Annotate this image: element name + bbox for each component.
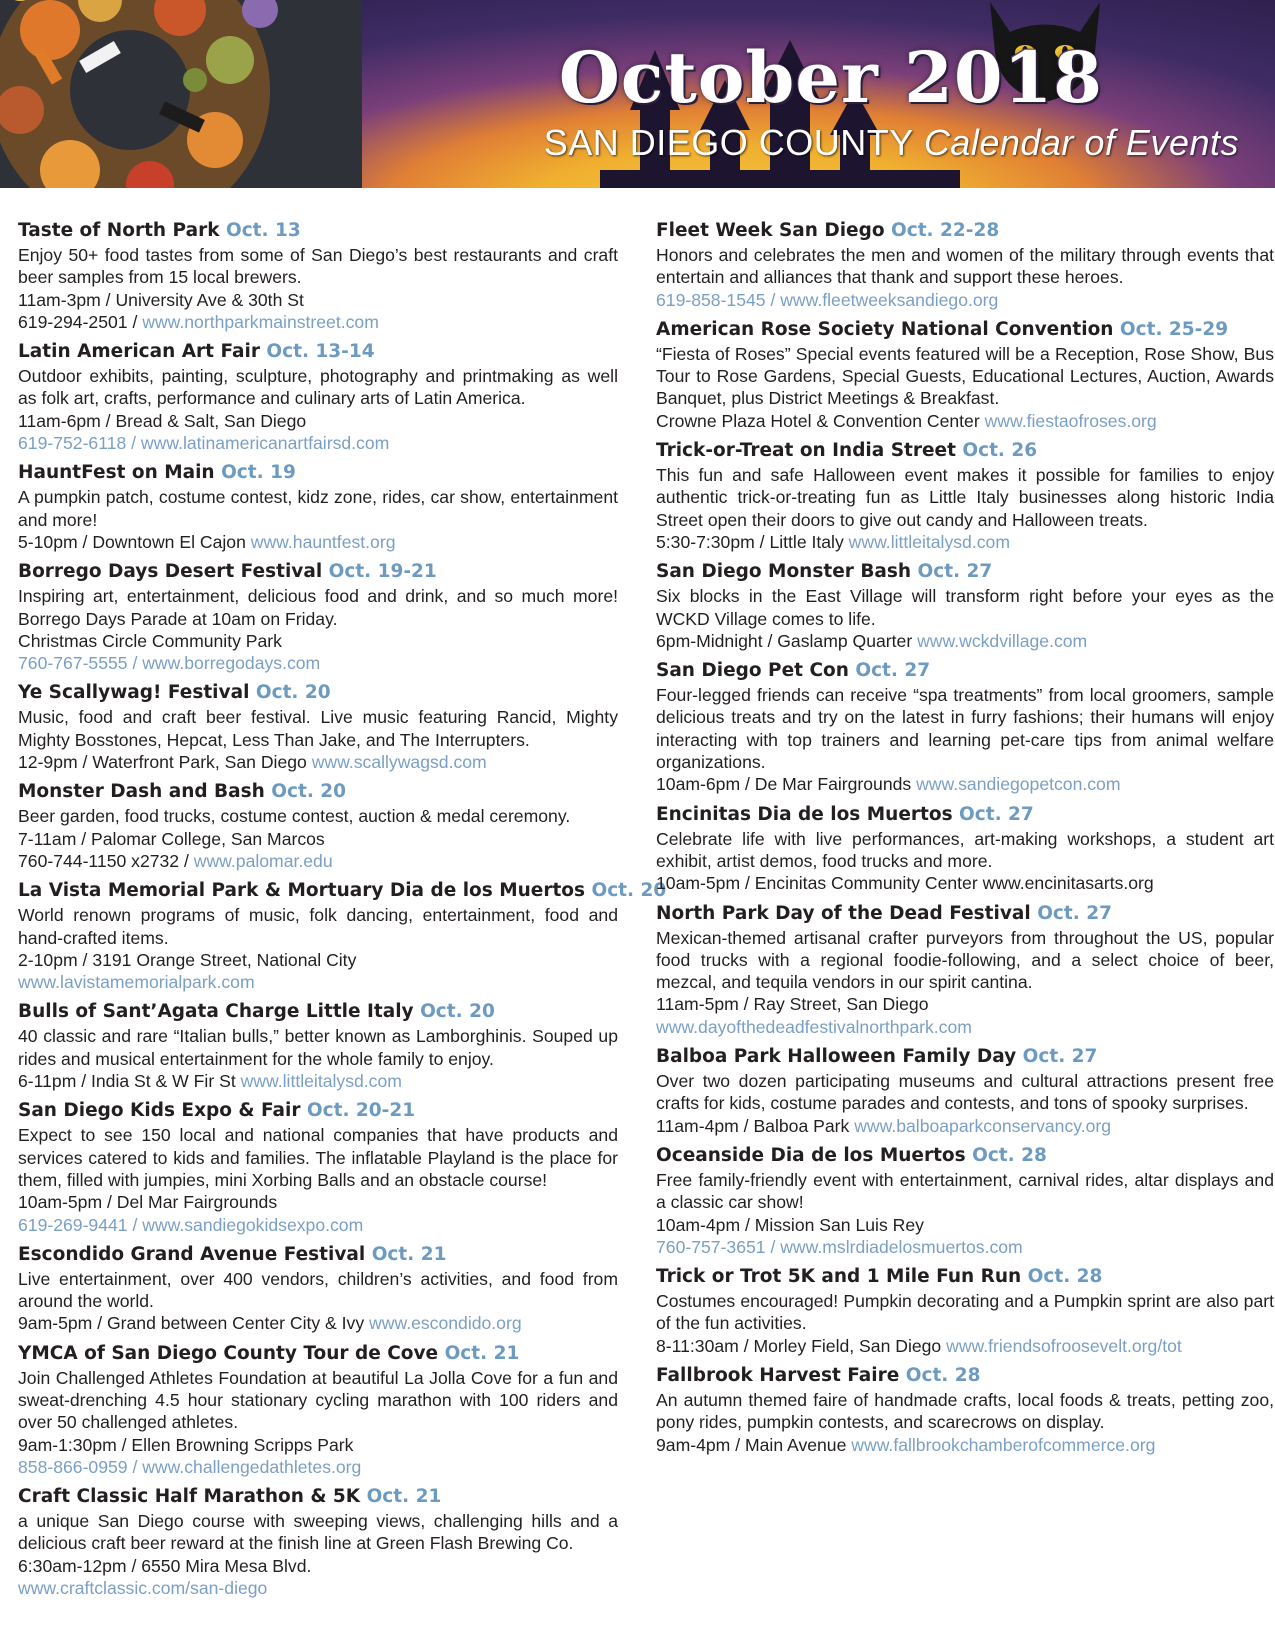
- event-heading: [18, 999, 618, 1025]
- event-heading: [656, 901, 1274, 927]
- event-details-line: [18, 289, 618, 311]
- event-date: Oct. 25-29: [1119, 318, 1229, 340]
- event-time-location: 5:30-7:30pm / Little Italy: [656, 531, 849, 552]
- event-details-line: [18, 1191, 618, 1213]
- event-details-line: [18, 1555, 618, 1577]
- event-description: 40 classic and rare “Italian bulls,” better known as Lamborghinis. Souped up rides and musical entertainment for the whole family to enjoy.: [18, 1026, 618, 1069]
- event-heading: [656, 559, 1274, 585]
- event-description: Honors and celebrates the men and women of the military through events that entertain and alliances that thank and support these heroes.: [656, 245, 1274, 288]
- event-details-line: [18, 751, 618, 773]
- event-details-line: [18, 1434, 618, 1456]
- event-date: Oct. 21: [444, 1342, 520, 1364]
- event-details-line: [656, 630, 1274, 652]
- event-time-location: 5-10pm / Downtown El Cajon: [18, 531, 251, 552]
- event-details-line: [18, 652, 618, 674]
- event-name: Ye Scallywag! Festival: [18, 682, 250, 704]
- event-heading: [656, 1044, 1274, 1070]
- event-details-line: [18, 1456, 618, 1478]
- event-heading: [656, 658, 1274, 684]
- event-contact-link[interactable]: 619-858-1545 / www.fleetweeksandiego.org: [656, 289, 999, 310]
- event-name: American Rose Society National Convention: [656, 318, 1114, 340]
- event-details-line: [656, 1335, 1274, 1357]
- event-heading: [18, 339, 618, 365]
- event-date: Oct. 20: [271, 781, 347, 803]
- event-heading: [18, 1242, 618, 1268]
- event-time-location: 6-11pm / India St & W Fir St: [18, 1071, 241, 1092]
- event-item: [656, 559, 1274, 652]
- event-time-location: 10am-6pm / De Mar Fairgrounds: [656, 774, 917, 795]
- event-date: Oct. 19: [221, 462, 296, 484]
- event-time-location: 2-10pm / 3191 Orange Street, National City: [18, 949, 357, 970]
- event-item: [18, 1098, 618, 1235]
- event-time-location: 11am-4pm / Balboa Park: [656, 1115, 855, 1136]
- event-description: World renown programs of music, folk dancing, entertainment, food and hand-crafted items.: [18, 905, 618, 948]
- event-date: Oct. 20: [591, 880, 667, 902]
- event-name: North Park Day of the Dead Festival: [656, 902, 1031, 924]
- event-description: Outdoor exhibits, painting, sculpture, photography and printmaking as well as folk art, crafts, performance and culinary arts of Latin America.: [18, 366, 618, 409]
- event-details-line: [18, 432, 618, 454]
- event-heading: [656, 1363, 1274, 1389]
- event-details-line: [656, 289, 1274, 311]
- event-contact-link[interactable]: 760-767-5555 / www.borregodays.com: [18, 653, 321, 674]
- event-contact-link[interactable]: 760-757-3651 / www.mslrdiadelosmuertos.com: [656, 1236, 1023, 1257]
- event-heading: [656, 218, 1274, 244]
- event-time-location: 9am-1:30pm / Ellen Browning Scripps Park: [18, 1434, 354, 1455]
- event-item: [656, 658, 1274, 795]
- event-heading: [18, 680, 618, 706]
- event-time-location: 11am-3pm / University Ave & 30th St: [18, 289, 304, 310]
- event-contact-link[interactable]: www.wckdvillage.com: [917, 630, 1088, 651]
- event-time-location: 12-9pm / Waterfront Park, San Diego: [18, 752, 312, 773]
- event-details-line: [18, 410, 618, 432]
- event-contact-link[interactable]: www.littleitalysd.com: [848, 531, 1010, 552]
- right-event-column: [656, 218, 1274, 1462]
- subtitle-calendar: Calendar of Events: [923, 122, 1239, 163]
- event-date: Oct. 20: [420, 1001, 495, 1023]
- event-time-location: Crowne Plaza Hotel & Convention Center: [656, 410, 985, 431]
- event-item: [656, 438, 1274, 553]
- event-item: [18, 460, 618, 553]
- event-item: [656, 1044, 1274, 1137]
- event-time-location: 760-744-1150 x2732 /: [18, 850, 194, 871]
- event-details-line: [656, 1016, 1274, 1038]
- event-item: [656, 1264, 1274, 1357]
- event-details-line: [18, 828, 618, 850]
- left-event-column: [18, 218, 667, 1605]
- event-time-location: 6:30am-12pm / 6550 Mira Mesa Blvd.: [18, 1555, 312, 1576]
- event-contact-link[interactable]: www.lavistamemorialpark.com: [18, 972, 255, 993]
- event-details-line: [18, 949, 618, 971]
- event-date: Oct. 28: [1027, 1266, 1103, 1288]
- subtitle-county: SAN DIEGO COUNTY: [543, 122, 914, 163]
- event-item: [656, 802, 1274, 895]
- event-item: [18, 878, 667, 993]
- event-item: [18, 680, 618, 773]
- event-time-location: 10am-5pm / Encinitas Community Center www.encinitasarts.org: [656, 873, 1154, 894]
- event-name: Encinitas Dia de los Muertos: [656, 803, 953, 825]
- event-name: La Vista Memorial Park & Mortuary Dia de los Muertos: [18, 880, 586, 902]
- event-description: a unique San Diego course with sweeping views, challenging hills and a delicious craft beer reward at the finish line at Green Flash Brewing Co.: [18, 1511, 618, 1554]
- event-name: Fallbrook Harvest Faire: [656, 1364, 900, 1386]
- event-time-location: Christmas Circle Community Park: [18, 630, 282, 651]
- event-details-line: [656, 1434, 1274, 1456]
- event-details-line: [18, 1312, 618, 1334]
- event-contact-link[interactable]: 619-752-6118 / www.latinamericanartfairsd.com: [18, 433, 390, 454]
- event-description: Over two dozen participating museums and cultural attractions present free crafts for kids, costume parades and contests, and tons of spooky surprises.: [656, 1071, 1274, 1114]
- event-description: A pumpkin patch, costume contest, kidz zone, rides, car show, entertainment and more!: [18, 487, 618, 530]
- event-name: Taste of North Park: [18, 220, 220, 241]
- event-description: “Fiesta of Roses” Special events featured will be a Reception, Rose Show, Bus Tour to Rose Gardens, Special Guests, Educational Lectures, Auction, Awards Banquet, plus District Meetings & Breakfast.: [656, 343, 1274, 409]
- event-name: Balboa Park Halloween Family Day: [656, 1046, 1017, 1068]
- event-item: [656, 317, 1274, 432]
- event-item: [18, 1484, 618, 1599]
- event-details-line: [18, 850, 618, 872]
- event-details-line: [656, 1115, 1274, 1137]
- event-item: [18, 218, 618, 333]
- event-description: Costumes encouraged! Pumpkin decorating and a Pumpkin sprint are also part of the fun activities.: [656, 1291, 1274, 1334]
- event-date: Oct. 28: [972, 1144, 1047, 1166]
- event-name: Craft Classic Half Marathon & 5K: [18, 1486, 361, 1508]
- event-item: [656, 1363, 1274, 1456]
- event-contact-link[interactable]: www.littleitalysd.com: [240, 1071, 402, 1092]
- event-description: Live entertainment, over 400 vendors, children’s activities, and food from around the world.: [18, 1268, 618, 1312]
- event-description: This fun and safe Halloween event makes it possible for families to enjoy authentic trick-or-treating fun as Little Italy businesses along historic India Street open their doors to give out candy and Halloween treats.: [656, 465, 1274, 530]
- event-date: Oct. 27: [917, 561, 993, 583]
- event-date: Oct. 28: [905, 1364, 981, 1386]
- event-description: Free family-friendly event with entertainment, carnival rides, altar displays and a classic car show!: [656, 1169, 1274, 1213]
- event-name: Escondido Grand Avenue Festival: [18, 1243, 366, 1265]
- event-name: Trick or Trot 5K and 1 Mile Fun Run: [656, 1266, 1022, 1288]
- event-name: San Diego Kids Expo & Fair: [18, 1100, 301, 1122]
- event-description: Music, food and craft beer festival. Live music featuring Rancid, Mighty Mighty Bosstones, Hepcat, Less Than Jake, and The Interrupters.: [18, 707, 618, 750]
- event-date: Oct. 22-28: [891, 220, 1000, 241]
- event-time-location: 8-11:30am / Morley Field, San Diego: [656, 1335, 947, 1356]
- event-contact-link[interactable]: www.dayofthedeadfestivalnorthpark.com: [656, 1016, 972, 1037]
- event-contact-link[interactable]: 858-866-0959 / www.challengedathletes.org: [18, 1456, 362, 1477]
- event-heading: [18, 460, 618, 486]
- event-name: YMCA of San Diego County Tour de Cove: [18, 1342, 439, 1364]
- event-date: Oct. 13-14: [266, 341, 375, 363]
- event-details-line: [18, 1070, 618, 1092]
- page-subtitle: [544, 122, 1239, 164]
- event-description: Beer garden, food trucks, costume contest, auction & medal ceremony.: [18, 806, 571, 827]
- event-name: Monster Dash and Bash: [18, 781, 265, 803]
- event-details-line: [656, 773, 1274, 795]
- event-contact-link[interactable]: www.scallywagsd.com: [311, 752, 487, 773]
- event-date: Oct. 20-21: [306, 1100, 416, 1122]
- event-description: Six blocks in the East Village will transform right before your eyes as the WCKD Village comes to life.: [656, 586, 1274, 629]
- event-date: Oct. 13: [225, 220, 301, 241]
- event-date: Oct. 27: [1037, 902, 1112, 924]
- event-heading: [18, 878, 667, 904]
- event-date: Oct. 21: [366, 1486, 442, 1508]
- event-description: Mexican-themed artisanal crafter purveyors from throughout the US, popular food trucks with a regional foodie-following, and a select choice of beer, mezcal, and tequila vendors in our spirit cantina.: [656, 927, 1274, 993]
- event-details-line: [656, 410, 1274, 432]
- event-details-line: [18, 971, 618, 993]
- event-name: Bulls of Sant’Agata Charge Little Italy: [18, 1001, 414, 1023]
- event-description: Enjoy 50+ food tastes from some of San Diego’s best restaurants and craft beer samples from 15 local brewers.: [18, 245, 618, 288]
- event-name: San Diego Monster Bash: [656, 561, 912, 583]
- event-details-line: [18, 1577, 618, 1599]
- event-details-line: [18, 531, 618, 553]
- event-time-location: 619-294-2501 /: [18, 311, 143, 332]
- event-date: Oct. 19-21: [328, 561, 437, 583]
- event-date: Oct. 21: [371, 1243, 447, 1265]
- event-heading: [18, 779, 618, 805]
- event-heading: [656, 438, 1274, 464]
- event-details-line: [18, 311, 618, 333]
- event-heading: [18, 1098, 618, 1124]
- event-heading: [18, 1341, 618, 1367]
- event-heading: [18, 559, 618, 585]
- event-time-location: 11am-6pm / Bread & Salt, San Diego: [18, 410, 307, 431]
- event-heading: [18, 218, 618, 244]
- event-name: San Diego Pet Con: [656, 660, 849, 682]
- event-details-line: [18, 1214, 618, 1236]
- event-heading: [656, 1264, 1274, 1290]
- event-contact-link[interactable]: www.sandiegopetcon.com: [916, 774, 1121, 795]
- event-date: Oct. 20: [255, 682, 331, 704]
- event-description: Expect to see 150 local and national companies that have products and services catered to kids and families. The inflatable Playland is the place for them, filled with jumpies, mini Xorbing Balls and an obstacle course!: [18, 1125, 618, 1190]
- event-time-location: 9am-4pm / Main Avenue: [656, 1434, 852, 1455]
- event-contact-link[interactable]: www.northparkmainstreet.com: [142, 311, 379, 332]
- event-name: HauntFest on Main: [18, 462, 215, 484]
- event-details-line: [656, 1214, 1274, 1236]
- event-time-location: 7-11am / Palomar College, San Marcos: [18, 828, 325, 849]
- event-item: [18, 1341, 618, 1478]
- event-date: Oct. 27: [1022, 1046, 1098, 1068]
- event-contact-link[interactable]: www.fallbrookchamberofcommerce.org: [851, 1434, 1156, 1455]
- event-heading: [656, 802, 1274, 828]
- event-item: [656, 218, 1274, 311]
- event-description: Four-legged friends can receive “spa treatments” from local groomers, sample delicious treats and try on the latest in furry fashions; their humans will enjoy interacting with top trainers and learning pet-care tips from animal welfare organizations.: [656, 685, 1274, 773]
- event-contact-link[interactable]: www.escondido.org: [369, 1313, 522, 1334]
- event-item: [656, 901, 1274, 1038]
- event-contact-link[interactable]: www.palomar.edu: [193, 850, 333, 871]
- event-contact-link[interactable]: www.balboaparkconservancy.org: [854, 1115, 1112, 1136]
- event-item: [18, 779, 618, 872]
- event-details-line: [656, 993, 1274, 1015]
- event-details-line: [656, 1236, 1274, 1258]
- event-date: Oct. 27: [959, 803, 1034, 825]
- event-item: [18, 1242, 618, 1335]
- event-time-location: 10am-5pm / Del Mar Fairgrounds: [18, 1192, 278, 1213]
- event-time-location: 10am-4pm / Mission San Luis Rey: [656, 1214, 924, 1235]
- event-item: [18, 339, 618, 454]
- event-time-location: 9am-5pm / Grand between Center City & Ivy: [18, 1313, 370, 1334]
- event-item: [656, 1143, 1274, 1258]
- event-details-line: [18, 630, 618, 652]
- event-contact-link[interactable]: www.craftclassic.com/san-diego: [18, 1578, 268, 1599]
- event-heading: [18, 1484, 618, 1510]
- event-description: An autumn themed faire of handmade crafts, local foods & treats, petting zoo, pony rides, pumpkin contests, and scarecrows on display.: [656, 1389, 1274, 1433]
- event-name: Oceanside Dia de los Muertos: [656, 1144, 966, 1166]
- event-description: Celebrate life with live performances, art-making workshops, a student art exhibit, artist demos, food trucks and more.: [656, 828, 1274, 871]
- event-contact-link[interactable]: www.fiestaofroses.org: [984, 410, 1157, 431]
- event-contact-link[interactable]: 619-269-9441 / www.sandiegokidsexpo.com: [18, 1214, 364, 1235]
- event-date: Oct. 27: [855, 660, 931, 682]
- event-contact-link[interactable]: www.hauntfest.org: [250, 531, 396, 552]
- event-heading: [656, 1143, 1274, 1169]
- autumn-wreath-image: [0, 0, 320, 188]
- event-time-location: 6pm-Midnight / Gaslamp Quarter: [656, 630, 918, 651]
- event-details-line: [656, 531, 1274, 553]
- event-name: Borrego Days Desert Festival: [18, 561, 323, 583]
- page-header: [0, 0, 1275, 188]
- event-date: Oct. 26: [962, 440, 1038, 462]
- event-name: Trick-or-Treat on India Street: [656, 440, 956, 462]
- page-title: October 2018: [558, 36, 1103, 119]
- event-item: [18, 999, 618, 1092]
- event-contact-link[interactable]: www.friendsofroosevelt.org/tot: [946, 1335, 1182, 1356]
- event-description: Inspiring art, entertainment, delicious food and drink, and so much more! Borrego Days Parade at 10am on Friday.: [18, 586, 618, 629]
- event-item: [18, 559, 618, 674]
- event-details-line: [656, 872, 1274, 894]
- event-description: Join Challenged Athletes Foundation at beautiful La Jolla Cove for a fun and sweat-drenching 4.5 hour stationary cycling marathon with 100 riders and over 50 challenged athletes.: [18, 1367, 618, 1433]
- event-name: Fleet Week San Diego: [656, 220, 885, 241]
- event-time-location: 11am-5pm / Ray Street, San Diego: [656, 994, 929, 1015]
- event-name: Latin American Art Fair: [18, 341, 260, 363]
- event-heading: [656, 317, 1274, 343]
